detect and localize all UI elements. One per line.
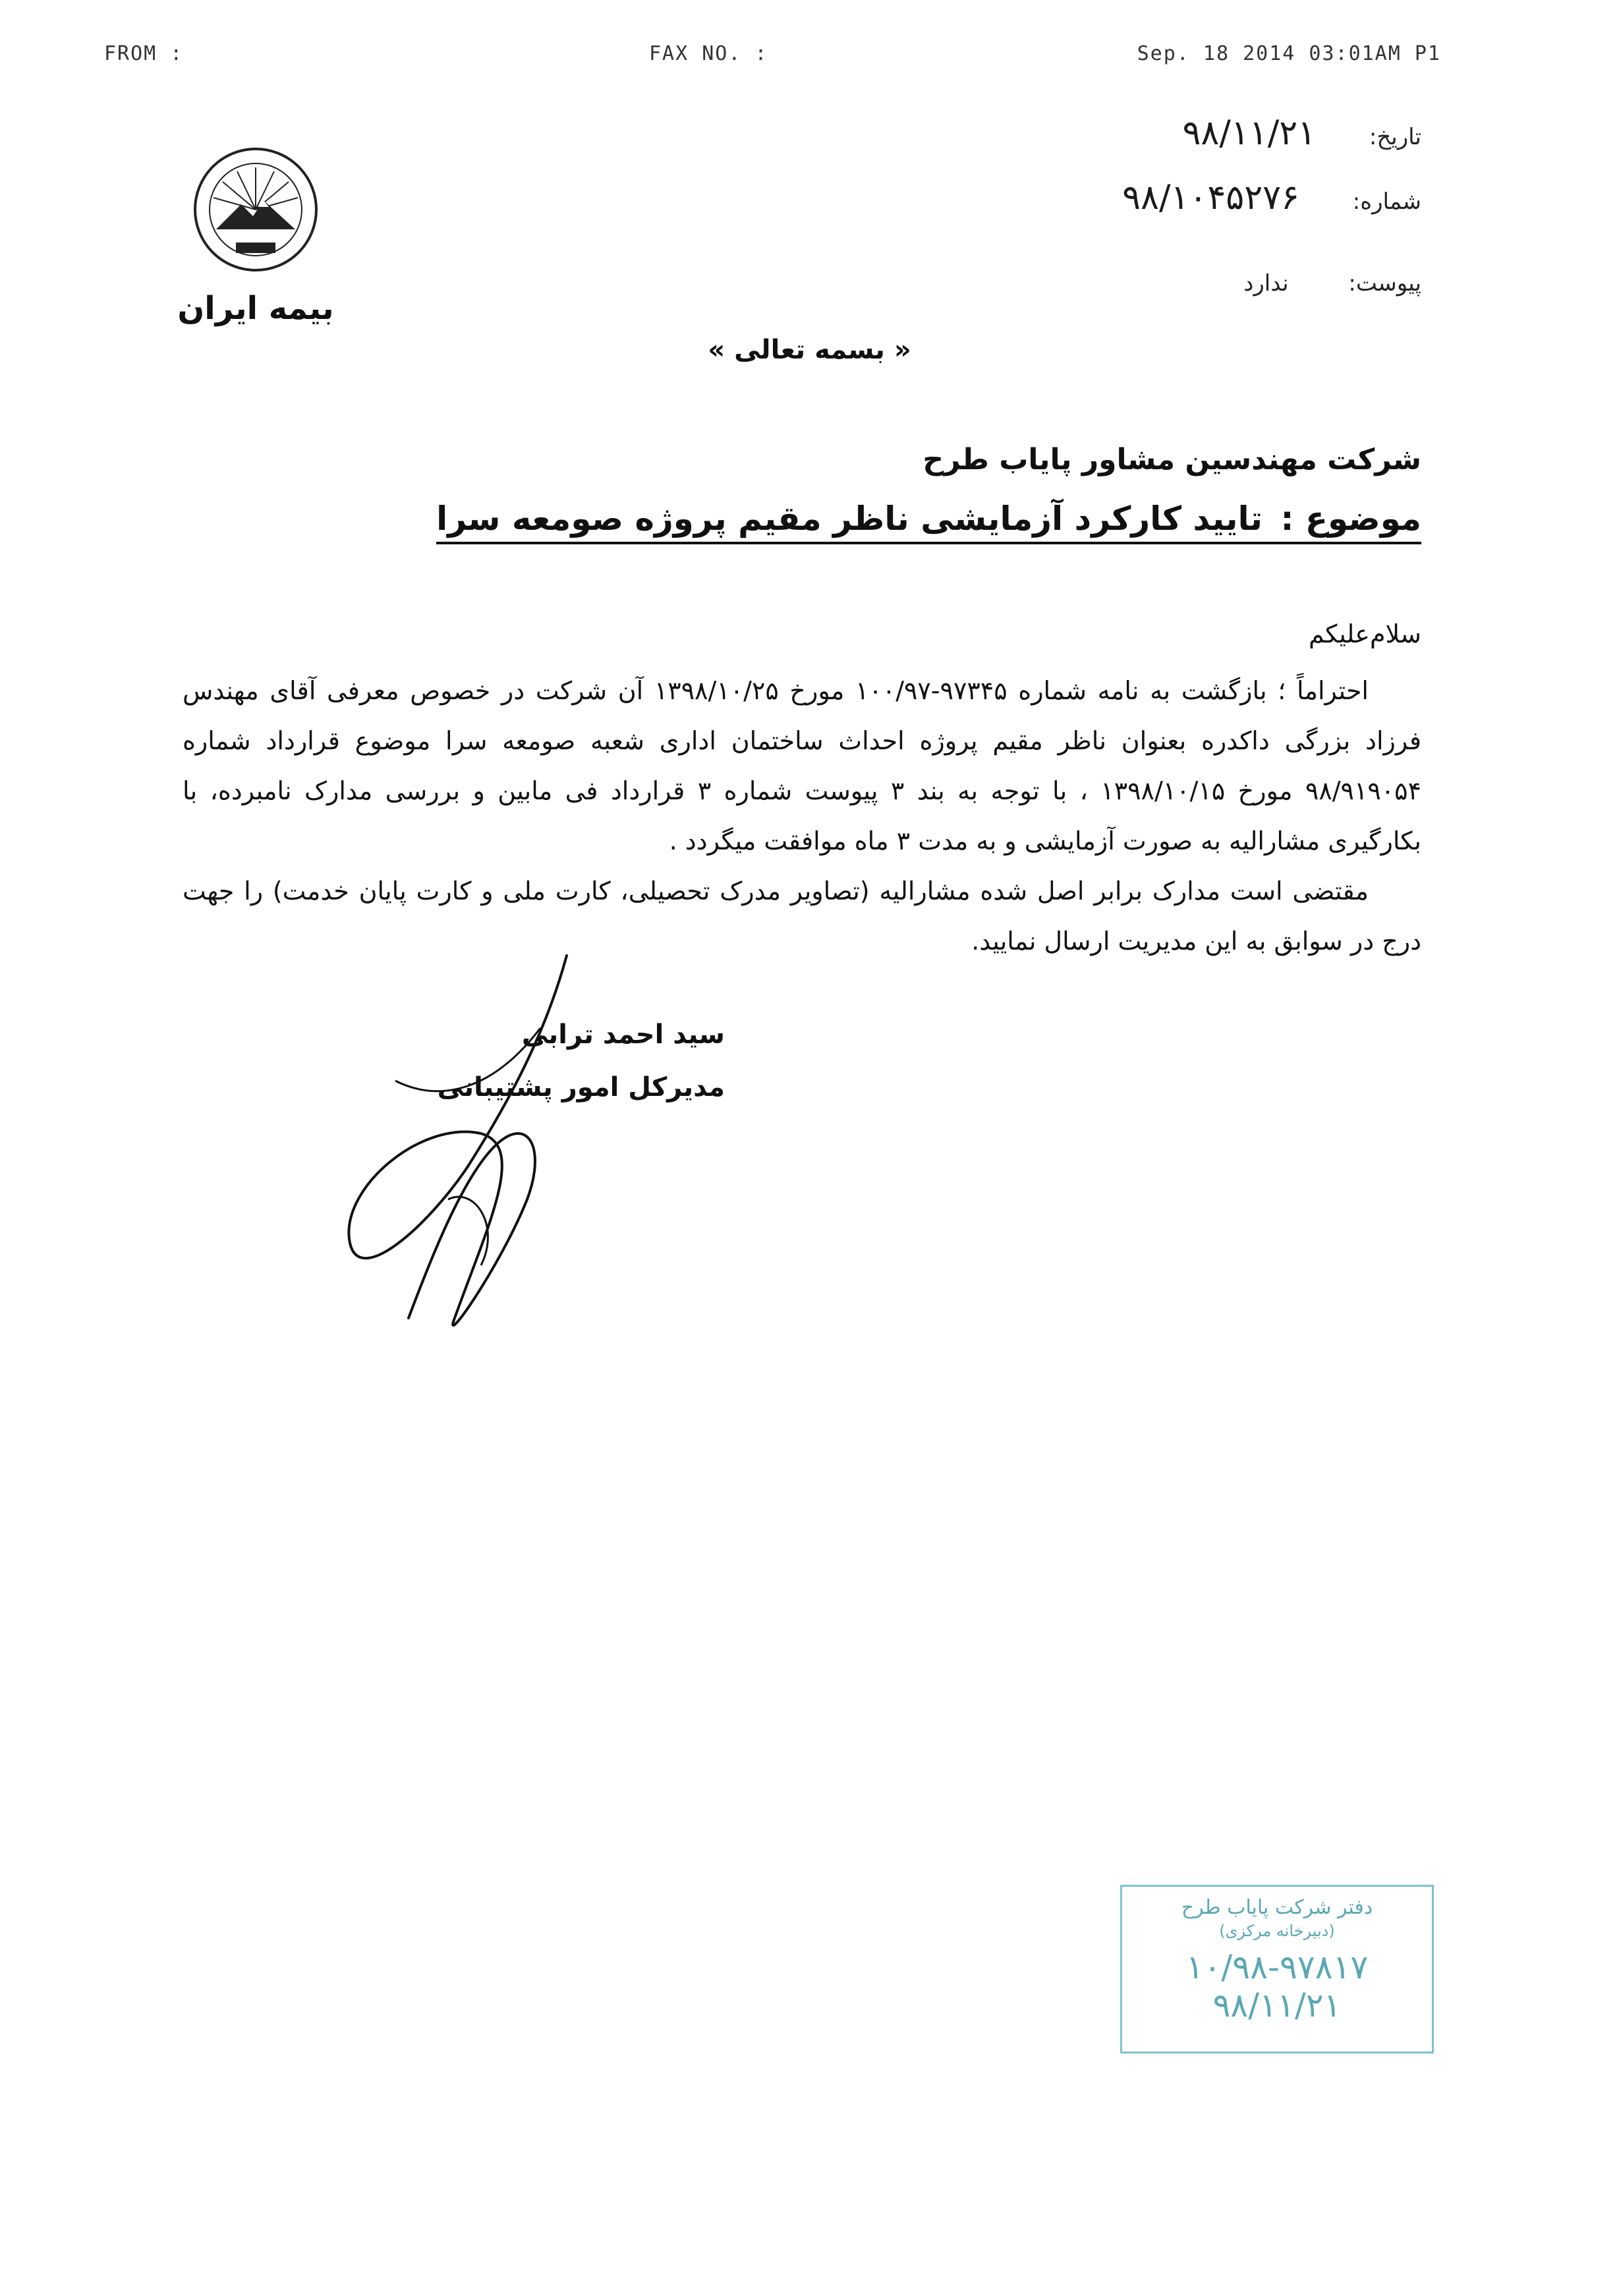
fax-timestamp: Sep. 18 2014 03:01AM P1 bbox=[1137, 42, 1441, 65]
signatory-block bbox=[435, 1008, 725, 1114]
stamp-number: ۱۰/۹۸-۹۷۸۱۷ bbox=[1185, 1948, 1369, 1986]
number-label: شماره: bbox=[1352, 188, 1421, 215]
stamp-title: دفتر شرکت پایاب طرح bbox=[1181, 1896, 1373, 1919]
subject-text: تایید کارکرد آزمایشی ناظر مقیم پروژه صومعه سرا bbox=[436, 500, 1263, 538]
company-name: بیمه ایران bbox=[177, 290, 334, 327]
letterhead-logo bbox=[177, 144, 335, 361]
bimeh-iran-emblem-icon bbox=[190, 144, 322, 275]
date-row bbox=[1182, 113, 1421, 153]
number-value: ۹۸/۱۰۴۵۲۷۶ bbox=[1122, 178, 1299, 217]
attachment-row bbox=[1243, 270, 1421, 297]
stamp-date: ۹۸/۱۱/۲۱ bbox=[1212, 1986, 1342, 2024]
greeting: سلام‌علیکم bbox=[1308, 619, 1421, 648]
date-label: تاریخ: bbox=[1369, 124, 1421, 150]
bismillah-heading: « بسمه تعالی » bbox=[708, 335, 911, 365]
receipt-stamp bbox=[1120, 1885, 1434, 2053]
fax-number-label: FAX NO. : bbox=[649, 42, 768, 65]
body-paragraph-1: احتراماً ؛ بازگشت به نامه شماره ۹۷۳۴۵-۱۰۰/۹۷ مورخ ۱۳۹۸/۱۰/۲۵ آن شرکت در خصوص معرفی آقای مهندس فرزاد بزرگی داکدره بعنوان ناظر مقیم پروژه احداث ساختمان اداری شعبه صومعه سرا موضوع قرارداد شماره ۹۸/۹۱۹۰۵۴ مورخ ۱۳۹۸/۱۰/۱۵ ، با توجه به بند ۳ پیوست شماره ۳ قرارداد فی مابین و بررسی مدارک نامبرده، با بکارگیری مشارالیه به صورت آزمایشی و به مدت ۳ ماه موافقت میگردد . bbox=[183, 676, 1421, 855]
fax-from-label: FROM : bbox=[104, 42, 184, 65]
letter-body bbox=[183, 666, 1421, 966]
number-row bbox=[1122, 178, 1421, 217]
addressee: شرکت مهندسین مشاور پایاب طرح bbox=[923, 443, 1421, 476]
fax-header bbox=[0, 42, 1619, 82]
subject-label: موضوع : bbox=[1280, 500, 1421, 538]
attachment-value: ندارد bbox=[1243, 270, 1289, 297]
stamp-subtitle: (دبیرخانه مرکزی) bbox=[1219, 1922, 1335, 1940]
signatory-title: مدیرکل امور پشتیبانی bbox=[437, 1072, 725, 1103]
subject-line bbox=[436, 500, 1421, 544]
date-value: ۹۸/۱۱/۲۱ bbox=[1182, 113, 1317, 153]
body-paragraph-2: مقتضی است مدارک برابر اصل شده مشارالیه (تصاویر مدرک تحصیلی، کارت ملی و کارت پایان خدمت) را جهت درج در سوابق به این مدیریت ارسال نمایید. bbox=[183, 876, 1421, 956]
attachment-label: پیوست: bbox=[1348, 270, 1421, 297]
signatory-name: سید احمد ترابی bbox=[521, 1019, 725, 1050]
